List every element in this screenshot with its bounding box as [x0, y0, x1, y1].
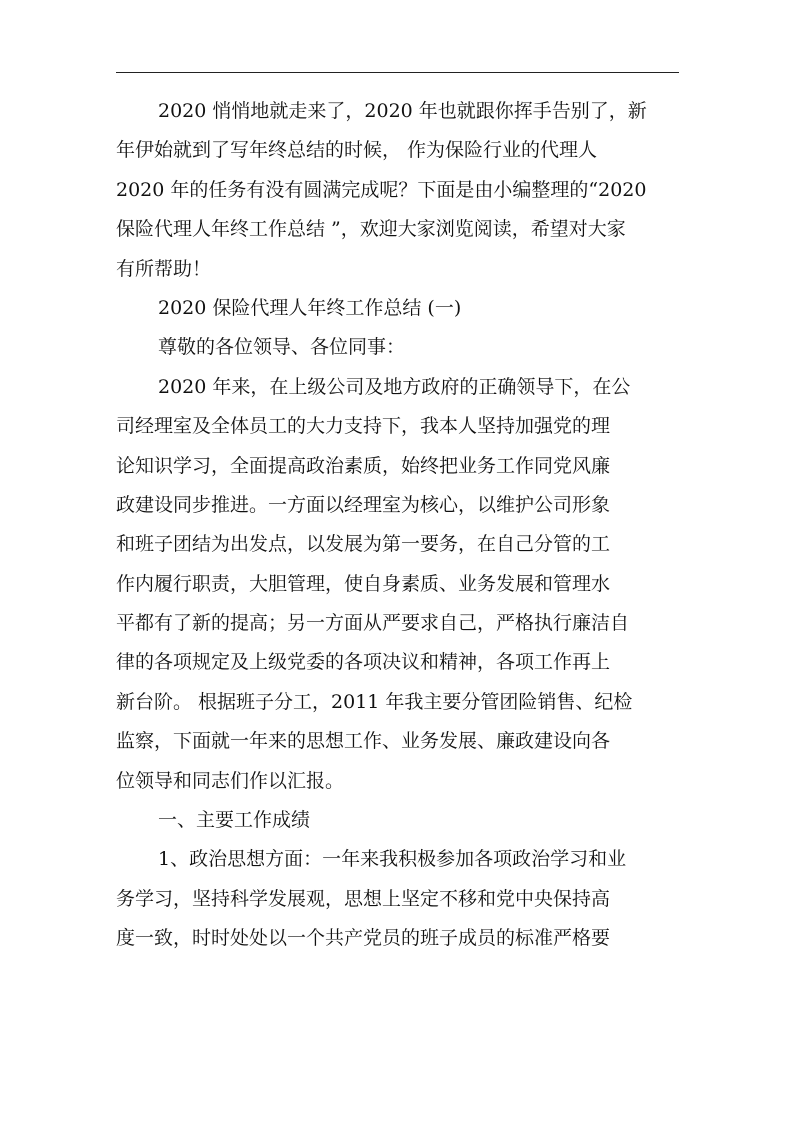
document-body [116, 92, 686, 959]
text-line: 1、政治思想方面：一年来我积极参加各项政治学习和业 [158, 848, 627, 871]
text-line: 位领导和同志们作以汇报。 [116, 769, 345, 792]
text-line: 监察，下面就一年来的思想工作、业务发展、廉政建设向各 [116, 730, 611, 753]
text-line: 和班子团结为出发点，以发展为第一要务，在自己分管的工 [116, 533, 611, 556]
text-line: 平都有了新的提高；另一方面从严要求自己，严格执行廉洁自 [116, 612, 630, 635]
text-line: 新台阶。 根据班子分工，2011 年我主要分管团险销售、纪检 [116, 690, 633, 713]
salutation: 尊敬的各位领导、各位同事： [158, 336, 406, 359]
text-line: 有所帮助！ [116, 257, 212, 280]
text-line: 政建设同步推进。一方面以经理室为核心，以维护公司形象 [116, 493, 611, 516]
text-line: 度一致，时时处处以一个共产党员的班子成员的标准严格要 [116, 927, 611, 950]
text-line: 务学习，坚持科学发展观，思想上坚定不移和党中央保持高 [116, 887, 611, 910]
text-line: 论知识学习，全面提高政治素质，始终把业务工作同党风廉 [116, 454, 611, 477]
text-line: 2020 年来，在上级公司及地方政府的正确领导下，在公 [158, 375, 631, 398]
section-heading: 一、主要工作成绩 [158, 809, 311, 832]
text-line: 司经理室及全体员工的大力支持下，我本人坚持加强党的理 [116, 415, 611, 438]
header-rule [116, 72, 679, 73]
text-line: 2020 年的任务有没有圆满完成呢？下面是由小编整理的“2020 [116, 178, 647, 201]
text-line: 年伊始就到了写年终总结的时候， 作为保险行业的代理人 [116, 139, 598, 162]
text-line: 保险代理人年终工作总结 ”，欢迎大家浏览阅读，希望对大家 [116, 218, 626, 241]
text-line: 律的各项规定及上级党委的各项决议和精神，各项工作再上 [116, 651, 611, 674]
text-line: 2020 悄悄地就走来了，2020 年也就跟你挥手告别了，新 [158, 100, 647, 122]
section-title: 2020 保险代理人年终工作总结 (一) [158, 296, 462, 319]
text-line: 作内履行职责，大胆管理，使自身素质、业务发展和管理水 [116, 572, 611, 595]
